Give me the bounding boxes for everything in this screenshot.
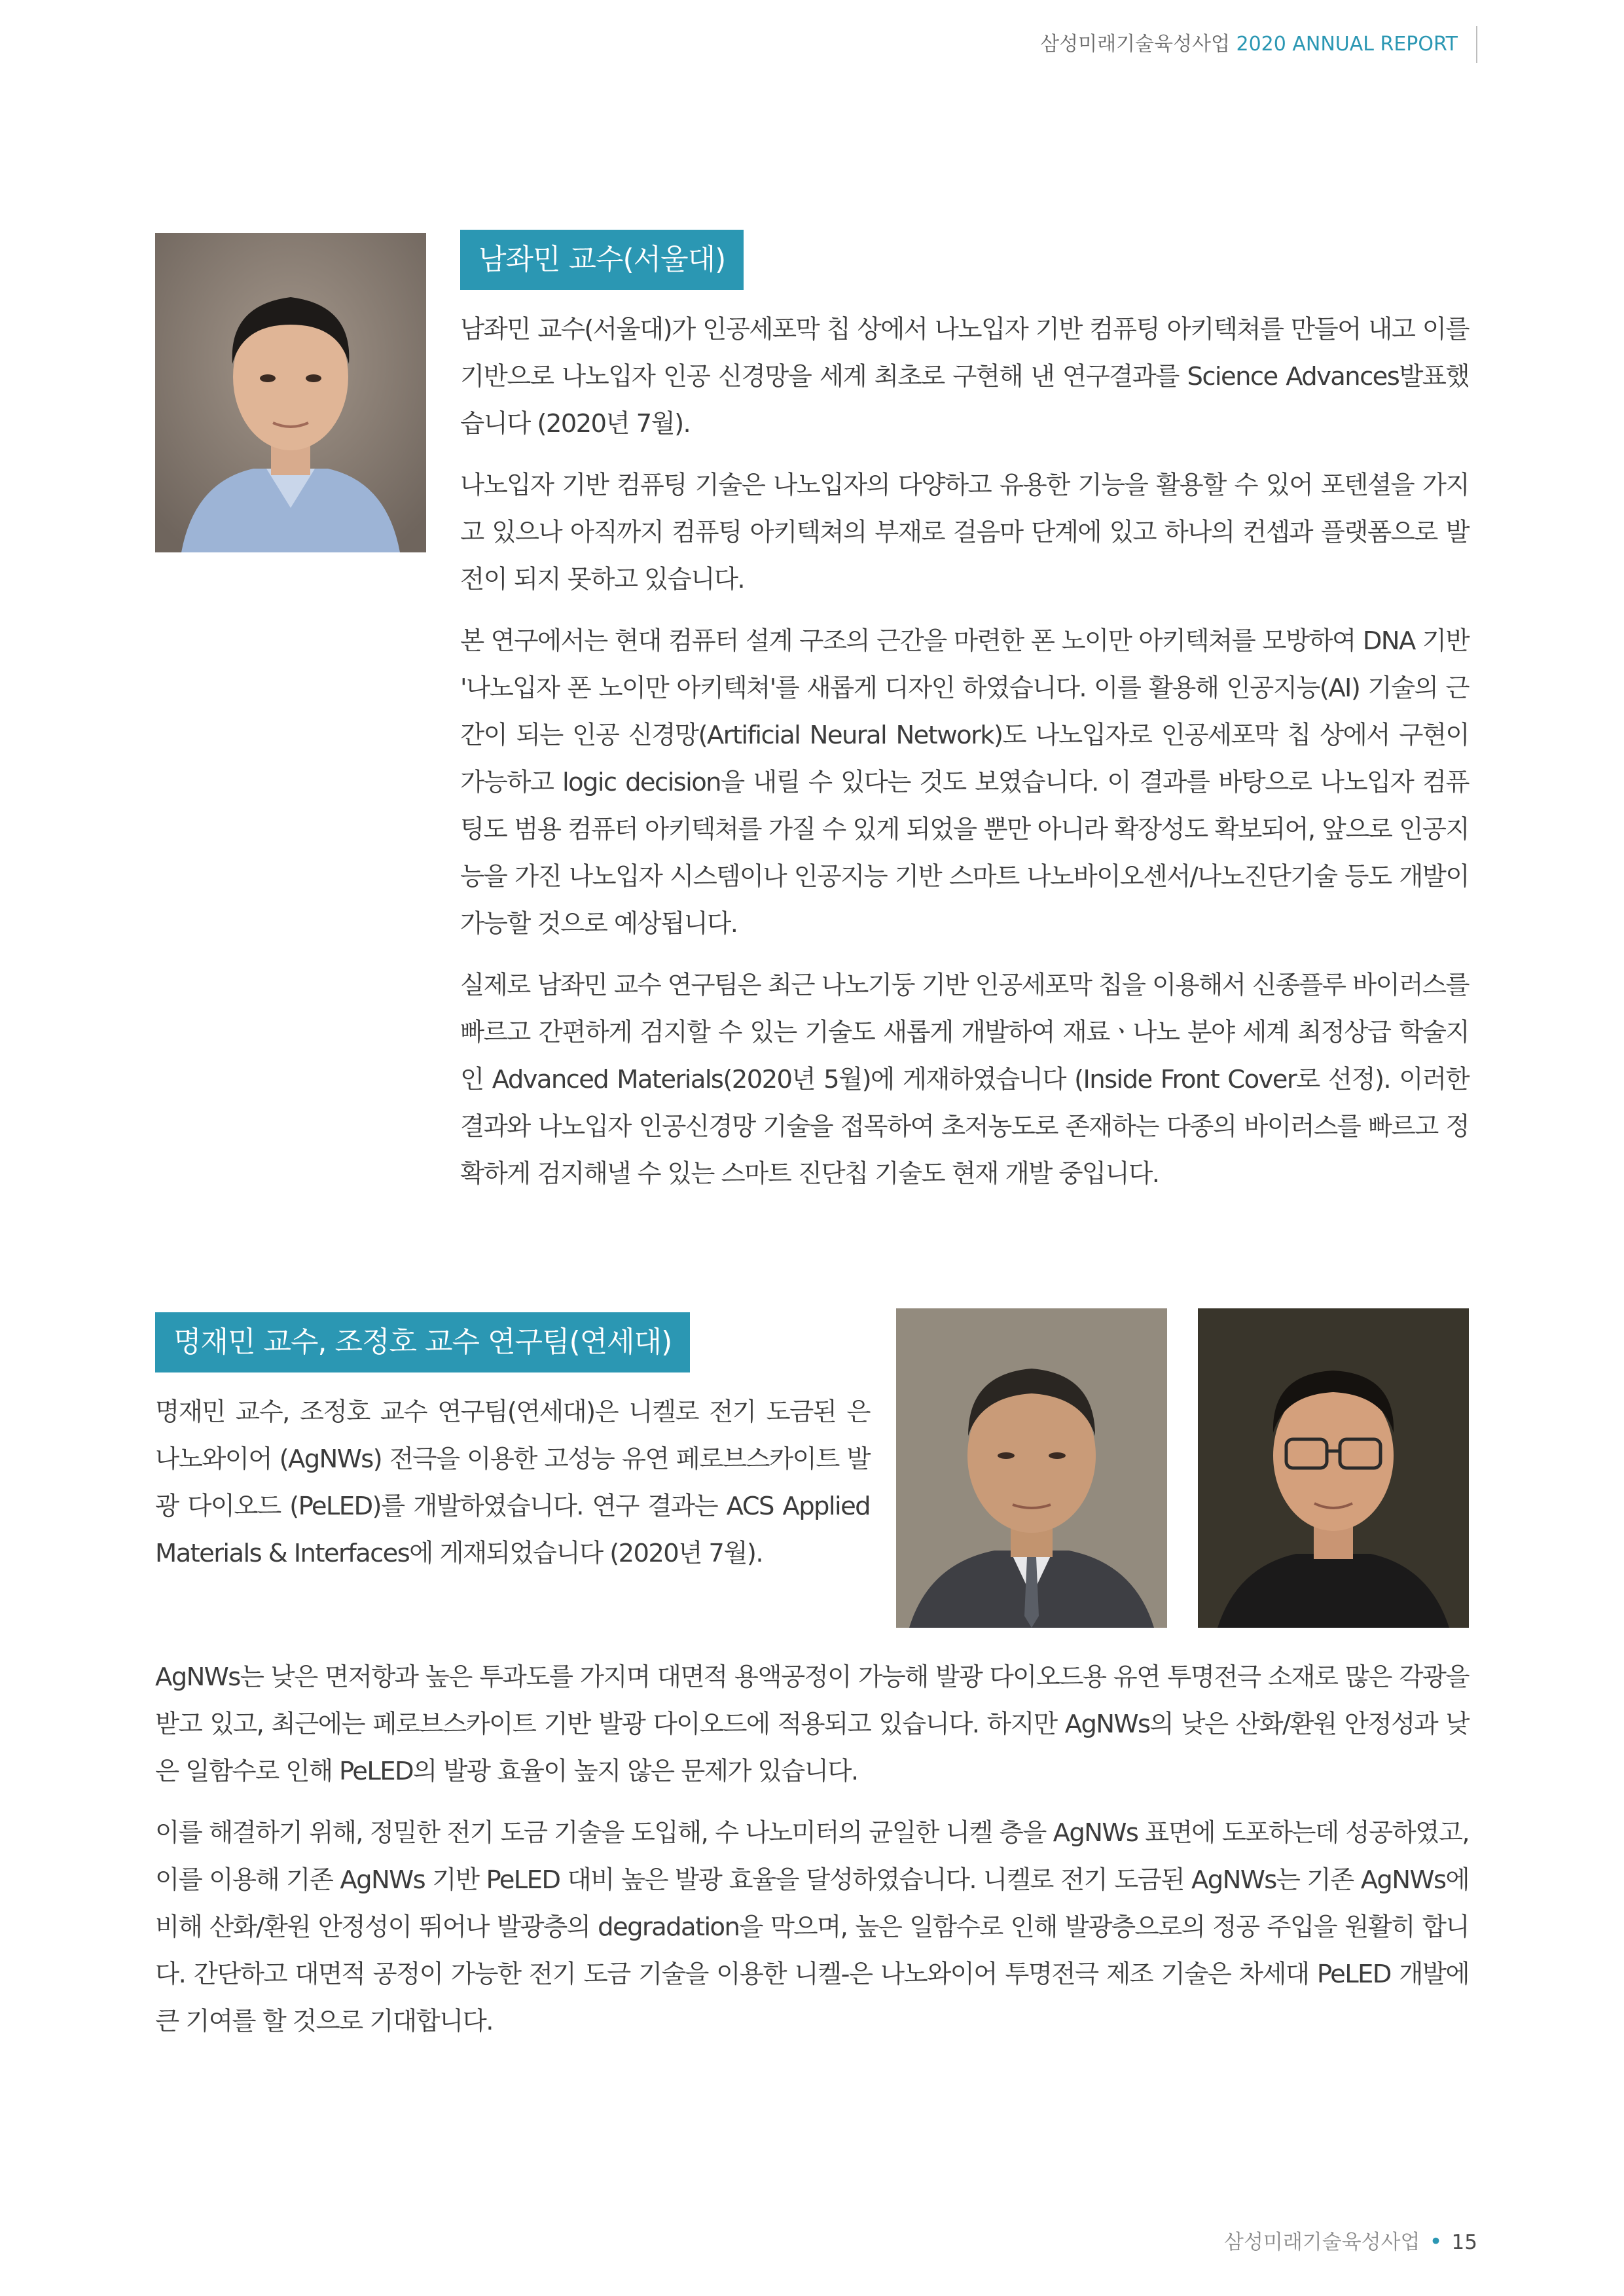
portrait-illustration bbox=[155, 233, 426, 552]
paragraph: 나노입자 기반 컴퓨팅 기술은 나노입자의 다양하고 유용한 기능을 활용할 수 있어 포텐셜을 가지고 있으나 아직까지 컴퓨팅 아키텍쳐의 부재로 걸음마 단계에 있고 하나의 컨셉과 플랫폼으로 발전이 되지 못하고 있습니다. bbox=[460, 471, 1469, 594]
portrait-illustration bbox=[896, 1308, 1167, 1628]
paragraph: 실제로 남좌민 교수 연구팀은 최근 나노기둥 기반 인공세포막 칩을 이용해서 신종플루 바이러스를 빠르고 간편하게 검지할 수 있는 기술도 새롭게 개발하여 재료ㆍ나노 분야 세계 최정상급 학술지인 Advanced Materials(2020년 5월)에 게재하였습니다 (Inside Front Cover로 선정). 이러한 결과와 나노입자 인공신경망 기술을 접목하여 초저농도로 존재하는 다종의 바이러스를 빠르고 정확하게 검지해낼 수 있는 스마트 진단칩 기술도 현재 개발 중입니다. bbox=[460, 971, 1469, 1189]
section-tag-nam: 남좌민 교수(서울대) bbox=[460, 230, 744, 290]
professor-photo-cho bbox=[1198, 1308, 1469, 1628]
header-report-title: 2020 ANNUAL REPORT bbox=[1236, 33, 1458, 56]
header-program: 삼성미래기술육성사업 bbox=[1040, 33, 1230, 56]
page-number: 15 bbox=[1451, 2231, 1477, 2254]
professor-photo-myoung bbox=[896, 1308, 1167, 1628]
section-body-myoung-cho bbox=[155, 1654, 1469, 2060]
paragraph: 명재민 교수, 조정호 교수 연구팀(연세대)은 니켈로 전기 도금된 은 나노와이어 (AgNWs) 전극을 이용한 고성능 유연 페로브스카이트 발광 다이오드 (PeLED)를 개발하였습니다. 연구 결과는 ACS Applied Materials & Interfaces에 게재되었습니다 (2020년 7월). bbox=[155, 1397, 870, 1568]
paragraph: 이를 해결하기 위해, 정밀한 전기 도금 기술을 도입해, 수 나노미터의 균일한 니켈 층을 AgNWs 표면에 도포하는데 성공하였고, 이를 이용해 기존 AgNWs 기반 PeLED 대비 높은 발광 효율을 달성하였습니다. 니켈로 전기 도금된 AgNWs는 기존 AgNWs에 비해 산화/환원 안정성이 뛰어나 발광층의 degradation을 막으며, 높은 일함수로 인해 발광층으로의 정공 주입을 원활히 합니다. 간단하고 대면적 공정이 가능한 전기 도금 기술을 이용한 니켈-은 나노와이어 투명전극 제조 기술은 차세대 PeLED 개발에 큰 기여를 할 것으로 기대합니다. bbox=[155, 1818, 1469, 2036]
paragraph: AgNWs는 낮은 면저항과 높은 투과도를 가지며 대면적 용액공정이 가능해 발광 다이오드용 유연 투명전극 소재로 많은 각광을 받고 있고, 최근에는 페로브스카이트 기반 발광 다이오드에 적용되고 있습니다. 하지만 AgNWs의 낮은 산화/환원 안정성과 낮은 일함수로 인해 PeLED의 발광 효율이 높지 않은 문제가 있습니다. bbox=[155, 1662, 1469, 1786]
section-body-nam bbox=[460, 306, 1469, 1212]
professor-photo-nam bbox=[155, 233, 426, 552]
page-footer bbox=[1224, 2225, 1477, 2259]
footer-bullet: • bbox=[1429, 2229, 1443, 2255]
portrait-illustration bbox=[1198, 1308, 1469, 1628]
section-tag-myoung-cho: 명재민 교수, 조정호 교수 연구팀(연세대) bbox=[155, 1312, 690, 1372]
paragraph: 남좌민 교수(서울대)가 인공세포막 칩 상에서 나노입자 기반 컴퓨팅 아키텍쳐를 만들어 내고 이를 기반으로 나노입자 인공 신경망을 세계 최초로 구현해 낸 연구결과를 Science Advances발표했습니다 (2020년 7월). bbox=[460, 315, 1469, 439]
footer-program: 삼성미래기술육성사업 bbox=[1224, 2231, 1420, 2254]
section-intro-myoung-cho bbox=[155, 1389, 870, 1592]
paragraph: 본 연구에서는 현대 컴퓨터 설계 구조의 근간을 마련한 폰 노이만 아키텍쳐를 모방하여 DNA 기반 '나노입자 폰 노이만 아키텍쳐'를 새롭게 디자인 하였습니다. 이를 활용해 인공지능(AI) 기술의 근간이 되는 인공 신경망(Artificial Neural Network)도 나노입자로 인공세포막 칩 상에서 구현이 가능하고 logic decision을 내릴 수 있다는 것도 보였습니다. 이 결과를 바탕으로 나노입자 컴퓨팅도 범용 컴퓨터 아키텍쳐를 가질 수 있게 되었을 뿐만 아니라 확장성도 확보되어, 앞으로 인공지능을 가진 나노입자 시스템이나 인공지능 기반 스마트 나노바이오센서/나노진단기술 등도 개발이 가능할 것으로 예상됩니다. bbox=[460, 626, 1469, 939]
page-header bbox=[1040, 26, 1477, 63]
